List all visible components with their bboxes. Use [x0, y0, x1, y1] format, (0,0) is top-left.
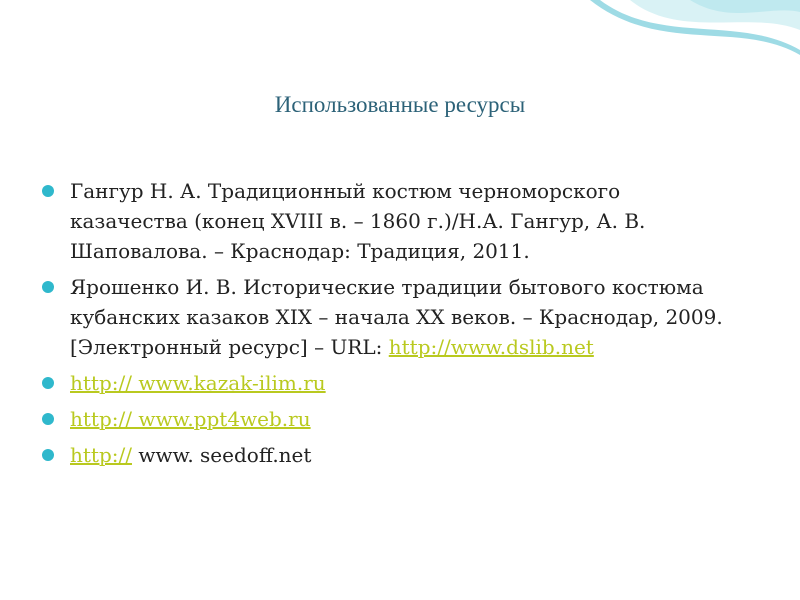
list-item	[42, 176, 732, 266]
resource-list	[42, 176, 732, 476]
bullet-dot-icon	[42, 413, 54, 425]
corner-wave-decoration	[590, 0, 800, 70]
bullet-dot-icon	[42, 377, 54, 389]
list-item	[42, 404, 732, 434]
list-item	[42, 440, 732, 470]
bullet-dot-icon	[42, 281, 54, 293]
resource-link[interactable]: http://www.dslib.net	[388, 335, 594, 359]
item-text: www. seedoff.net	[131, 443, 312, 467]
list-item	[42, 272, 732, 362]
item-text: Ярошенко И. В. Исторические традиции бытового костюма кубанских казаков XIX – начала XX веков. – Краснодар, 2009. [Электронный ресурс] – URL:	[70, 275, 723, 359]
item-text: Гангур Н. А. Традиционный костюм черноморского казачества (конец XVIII в. – 1860 г.)/Н.А. Гангур, А. В. Шаповалова. – Краснодар: Традиция, 2011.	[70, 179, 646, 263]
bullet-dot-icon	[42, 449, 54, 461]
resource-link[interactable]: http:// www.ppt4web.ru	[70, 407, 311, 431]
resource-link[interactable]: http:// www.kazak-ilim.ru	[70, 371, 326, 395]
resource-link[interactable]: http://	[70, 443, 132, 467]
slide-title: Использованные ресурсы	[274, 92, 526, 117]
list-item	[42, 368, 732, 398]
bullet-dot-icon	[42, 185, 54, 197]
